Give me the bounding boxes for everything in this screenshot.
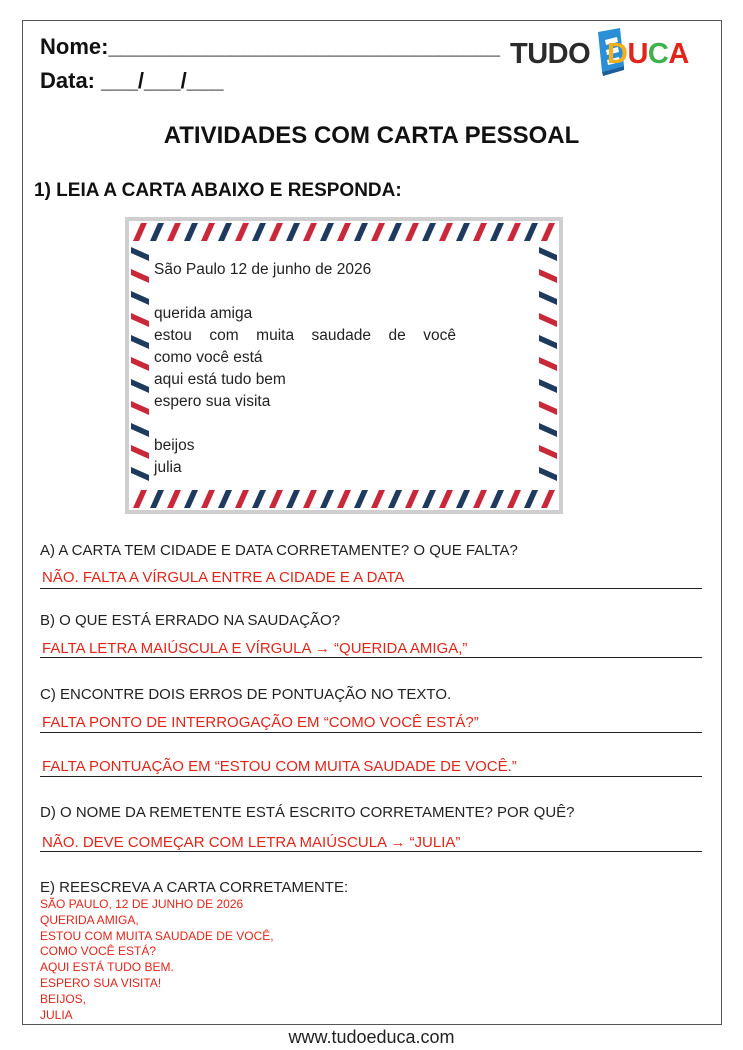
logo-text-tudo: TUDO xyxy=(510,38,591,70)
rewrite-line: QUERIDA AMIGA, xyxy=(40,912,139,927)
letter-greeting: querida amiga xyxy=(154,305,253,322)
answer-a-text: NÃO. FALTA A VÍRGULA ENTRE A CIDADE E A DATA xyxy=(42,569,405,586)
rewrite-line: SÃO PAULO, 12 DE JUNHO DE 2026 xyxy=(40,897,244,911)
worksheet-border xyxy=(22,20,722,1025)
footer-website[interactable]: www.tudoeduca.com xyxy=(288,1027,455,1047)
page-title: ATIVIDADES COM CARTA PESSOAL xyxy=(163,122,580,149)
rewrite-line: COMO VOCÊ ESTÁ? xyxy=(40,944,157,959)
tudoeduca-logo xyxy=(510,26,720,82)
question-1-heading: 1) LEIA A CARTA ABAIXO E RESPONDA: xyxy=(34,180,402,201)
airmail-border-left xyxy=(131,221,149,510)
airmail-border-top xyxy=(129,223,559,241)
question-e-label: E) REESCREVA A CARTA CORRETAMENTE: xyxy=(40,879,349,896)
rewrite-line: AQUI ESTÁ TUDO BEM. xyxy=(40,960,174,975)
logo-letter: C xyxy=(647,38,669,70)
logo-letter: A xyxy=(668,38,689,70)
rewrite-line: ESTOU COM MUITA SAUDADE DE VOCÊ, xyxy=(40,928,274,943)
letter-body-line-2: como você está xyxy=(154,349,263,366)
letter-closing: beijos xyxy=(154,437,195,454)
question-c-label: C) ENCONTRE DOIS ERROS DE PONTUAÇÃO NO TEXTO. xyxy=(40,686,452,703)
letter-word: você xyxy=(423,327,456,344)
logo-letter: D xyxy=(607,38,628,70)
letter-text xyxy=(154,259,456,479)
letter-word: estou xyxy=(154,327,192,344)
logo-letter: U xyxy=(627,38,648,70)
answer-d-text: NÃO. DEVE COMEÇAR COM LETRA MAIÚSCULA → “JULIA” xyxy=(42,834,461,851)
letter-signature: julia xyxy=(154,459,182,476)
rewrite-line: ESPERO SUA VISITA! xyxy=(40,975,162,990)
date-field: Data: ___/___/___ xyxy=(40,68,224,93)
rewritten-letter xyxy=(40,897,274,1023)
name-field: Nome:________________________________ xyxy=(40,34,500,59)
letter-word: muita xyxy=(256,327,295,344)
airmail-border-bottom xyxy=(129,490,559,508)
question-a-label: A) A CARTA TEM CIDADE E DATA CORRETAMENTE? O QUE FALTA? xyxy=(40,542,518,559)
question-b-label: B) O QUE ESTÁ ERRADO NA SAUDAÇÃO? xyxy=(40,612,341,629)
answer-c1-text: FALTA PONTO DE INTERROGAÇÃO EM “COMO VOCÊ ESTÁ?” xyxy=(42,714,479,731)
letter-word: saudade xyxy=(311,327,372,344)
letter-body-line-3: aqui está tudo bem xyxy=(154,371,286,388)
rewrite-line: JULIA xyxy=(40,1007,73,1022)
rewrite-line: BEIJOS, xyxy=(40,991,87,1006)
answer-c2-text: FALTA PONTUAÇÃO EM “ESTOU COM MUITA SAUDADE DE VOCÊ.” xyxy=(42,758,517,775)
answer-b-text: FALTA LETRA MAIÚSCULA E VÍRGULA → “QUERIDA AMIGA,” xyxy=(42,640,468,657)
logo-text-educa xyxy=(607,38,689,71)
letter-word: de xyxy=(388,327,406,344)
letter-date-line: São Paulo 12 de junho de 2026 xyxy=(154,261,372,278)
letter-word: com xyxy=(209,327,239,344)
letter-envelope xyxy=(125,217,563,514)
airmail-border-right xyxy=(539,221,557,510)
letter-body-line-4: espero sua visita xyxy=(154,393,271,410)
question-d-label: D) O NOME DA REMETENTE ESTÁ ESCRITO CORRETAMENTE? POR QUÊ? xyxy=(40,804,575,821)
letter-body-line-1 xyxy=(154,325,456,347)
